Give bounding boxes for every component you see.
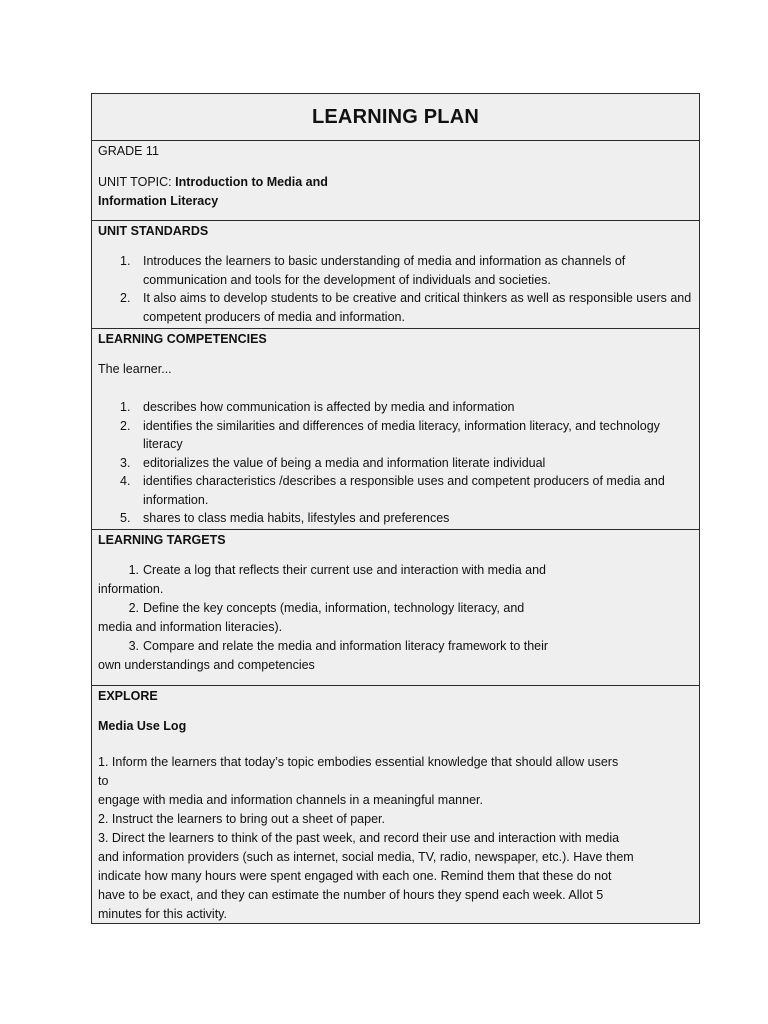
page-title: LEARNING PLAN [311,105,480,128]
target-item: 1. Create a log that reflects their current use and interaction with media and [128,563,546,577]
explore-line: 1. Inform the learners that today’s topic embodies essential knowledge that should allow users [98,755,619,769]
unit-topic: UNIT TOPIC: Introduction to Media and [98,175,328,189]
explore-line: indicate how many hours were spent engaged with each one. Remind them that these do not [98,869,612,883]
explore-line: 2. Instruct the learners to bring out a sheet of paper. [98,812,385,826]
target-item-cont: own understandings and competencies [98,658,315,672]
learning-targets-heading: LEARNING TARGETS [98,533,226,547]
target-item: 2. Define the key concepts (media, information, technology literacy, and [128,601,525,615]
unit-topic-value-line2: Information Literacy [98,194,219,208]
explore-line: engage with media and information channels in a meaningful manner. [98,793,483,807]
learning-competencies-heading: LEARNING COMPETENCIES [98,332,267,346]
learning-competencies-row [92,328,699,529]
list-item: 5. shares to class media habits, lifestyles and preferences [120,511,450,525]
target-item: 3. Compare and relate the media and information literacy framework to their [128,639,549,653]
list-item: 4. identifies characteristics /describes a responsible uses and competent producers of media and information. [120,474,665,507]
explore-row [92,685,699,923]
grade-label: GRADE 11 [98,144,159,158]
list-item: 2. It also aims to develop students to be creative and critical thinkers as well as responsible users and competent producers of media and information. [120,291,692,324]
competencies-list [98,398,693,528]
explore-heading: EXPLORE [98,689,158,703]
explore-line: and information providers (such as internet, social media, TV, radio, newspaper, etc.). Have them [98,850,634,864]
learning-targets-row [92,529,699,685]
competencies-intro: The learner... [98,362,172,376]
list-item: 1. describes how communication is affected by media and information [120,400,515,414]
explore-line: minutes for this activity. [98,907,227,921]
explore-subheading: Media Use Log [98,719,187,733]
list-item: 2. identifies the similarities and differences of media literacy, information literacy, and technology literacy [120,418,660,451]
list-item: 1. Introduces the learners to basic understanding of media and information as channels of communication and tools for the development of individuals and societies. [120,254,626,287]
learning-plan-table [91,93,700,924]
title-row [92,94,699,140]
explore-line: have to be exact, and they can estimate the number of hours they spend each week. Allot 5 [98,888,604,902]
explore-line: to [98,774,109,788]
unit-standards-heading: UNIT STANDARDS [98,224,209,238]
explore-line: 3. Direct the learners to think of the past week, and record their use and interaction with media [98,831,620,845]
grade-topic-row [92,140,699,220]
unit-standards-list [98,252,693,326]
list-item: 3. editorializes the value of being a media and information literate individual [120,455,546,470]
unit-standards-row [92,220,699,328]
target-item-cont: media and information literacies). [98,620,283,634]
target-item-cont: information. [98,582,164,596]
